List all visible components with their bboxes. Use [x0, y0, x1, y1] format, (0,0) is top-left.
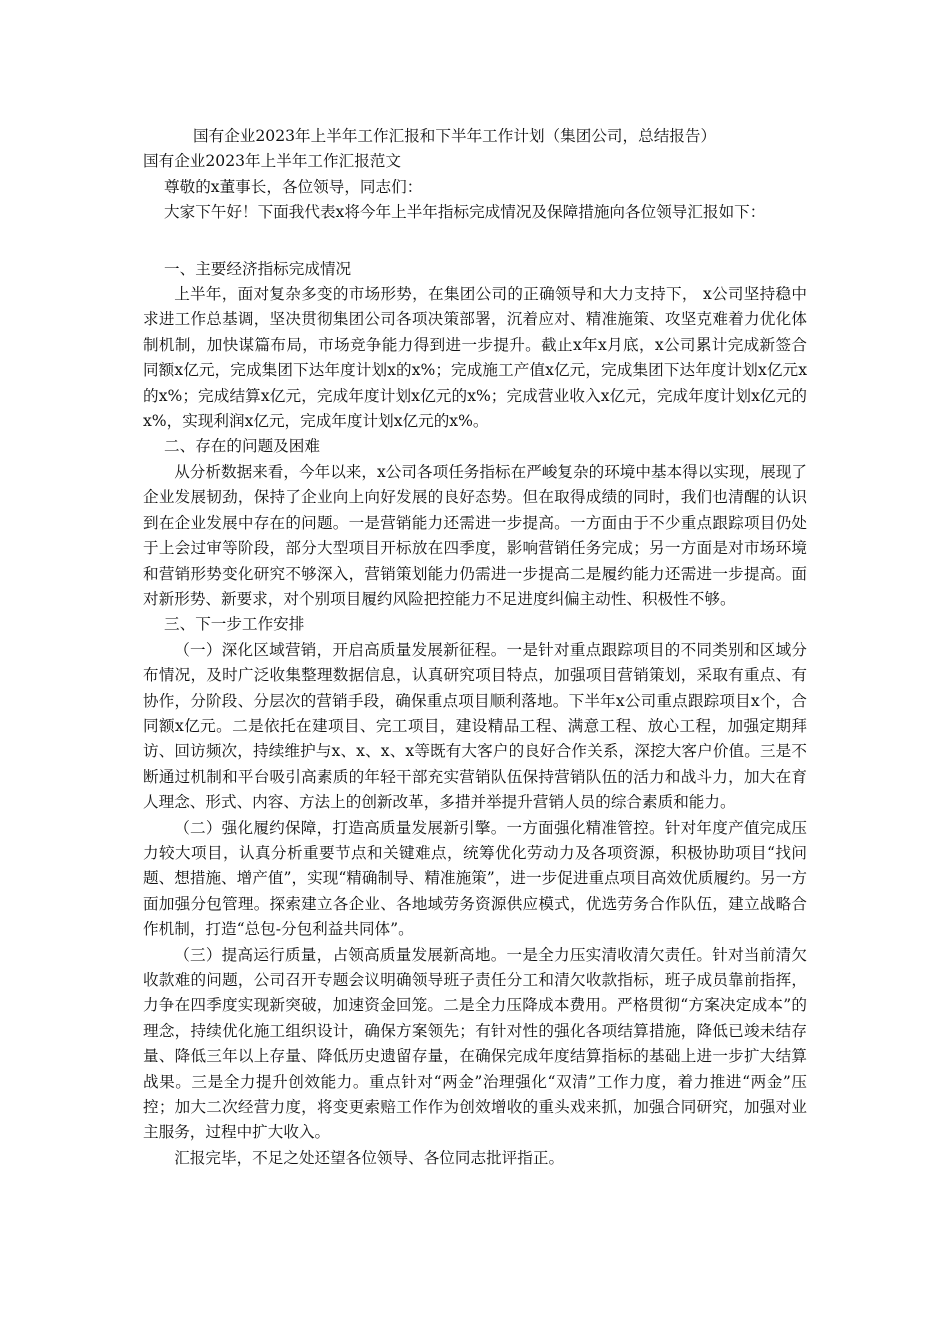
document-body	[143, 124, 807, 1171]
section-2-paragraph: 从分析数据来看，今年以来，x公司各项任务指标在严峻复杂的环境中基本得以实现，展现了企业发展韧劲，保持了企业向上向好发展的良好态势。但在取得成绩的同时，我们也清醒的认识到在企业发展中存在的问题。一是营销能力还需进一步提高。一方面由于不少重点跟踪项目仍处于上会过审等阶段，部分大型项目开标放在四季度，影响营销任务完成；另一方面是对市场环境和营销形势变化研究不够深入，营销策划能力仍需进一步提高二是履约能力还需进一步提高。面对新形势、新要求，对个别项目履约风险把控能力不足进度纠偏主动性、积极性不够。	[143, 462, 807, 608]
document-title: 国有企业2023年上半年工作汇报和下半年工作计划（集团公司，总结报告）	[193, 127, 717, 145]
section-1-paragraph: 上半年，面对复杂多变的市场形势，在集团公司的正确领导和大力支持下， x公司坚持稳中求进工作总基调，坚决贯彻集团公司各项决策部署，沉着应对、精准施策、攻坚克难着力优化体制机制，加快谋篇布局，市场竞争能力得到进一步提升。截止x年x月底，x公司累计完成新签合同额x亿元，完成集团下达年度计划x的x%；完成施工产值x亿元，完成集团下达年度计划x亿元x的x%；完成结算x亿元，完成年度计划x亿元的x%；完成营业收入x亿元，完成年度计划x亿元的x%，实现利润x亿元，完成年度计划x亿元的x%。	[143, 285, 807, 431]
document-subtitle: 国有企业2023年上半年工作汇报范文	[143, 152, 401, 171]
section-3-heading: 三、下一步工作安排	[164, 615, 305, 634]
blank-line	[143, 226, 807, 257]
section-3-item-2: （二）强化履约保障，打造高质量发展新引擎。一方面强化精准管控。针对年度产值完成压力较大项目，认真分析重要节点和关键难点，统筹优化劳动力及各项资源，积极协助项目“找问题、想措施、增产值”，实现“精确制导、精准施策”，进一步促进重点项目高效优质履约。另一方面加强分包管理。探索建立各企业、各地域劳务资源供应模式，优选劳务合作队伍，建立战略合作机制，打造“总包-分包利益共同体”。	[143, 818, 807, 939]
section-3-item-1: （一）深化区域营销，开启高质量发展新征程。一是针对重点跟踪项目的不同类别和区域分布情况，及时广泛收集整理数据信息，认真研究项目特点，加强项目营销策划，采取有重点、有协作，分阶段、分层次的营销手段，确保重点项目顺利落地。下半年x公司重点跟踪项目x个，合同额x亿元。二是依托在建项目、完工项目，建设精品工程、满意工程、放心工程，加强定期拜访、回访频次，持续维护与x、x、x、x等既有大客户的良好合作关系，深挖大客户价值。三是不断通过机制和平台吸引高素质的年轻干部充实营销队伍保持营销队伍的活力和战斗力，加大在育人理念、形式、内容、方法上的创新改革，多措并举提升营销人员的综合素质和能力。	[143, 640, 807, 812]
section-3-item-3: （三）提高运行质量，占领高质量发展新高地。一是全力压实清收清欠责任。针对当前清欠收款难的问题，公司召开专题会议明确领导班子责任分工和清欠收款指标，班子成员靠前指挥，力争在四季度实现新突破，加速资金回笼。二是全力压降成本费用。严格贯彻“方案决定成本”的理念，持续优化施工组织设计，确保方案领先；有针对性的强化各项结算措施，降低已竣未结存量、降低三年以上存量、降低历史遗留存量，在确保完成年度结算指标的基础上进一步扩大结算战果。三是全力提升创效能力。重点针对“两金”治理强化“双清”工作力度，着力推进“两金”压控；加大二次经营力度，将变更索赔工作作为创效增收的重头戏来抓，加强合同研究，加强对业主服务，过程中扩大收入。	[143, 945, 807, 1142]
section-2-heading: 二、存在的问题及困难	[164, 437, 320, 456]
greeting: 大家下午好！下面我代表x将今年上半年指标完成情况及保障措施向各位领导汇报如下：	[164, 203, 766, 222]
section-1-heading: 一、主要经济指标完成情况	[164, 259, 352, 278]
salutation: 尊敬的x董事长，各位领导，同志们：	[164, 177, 423, 196]
closing-remark: 汇报完毕，不足之处还望各位领导、各位同志批评指正。	[174, 1148, 565, 1167]
